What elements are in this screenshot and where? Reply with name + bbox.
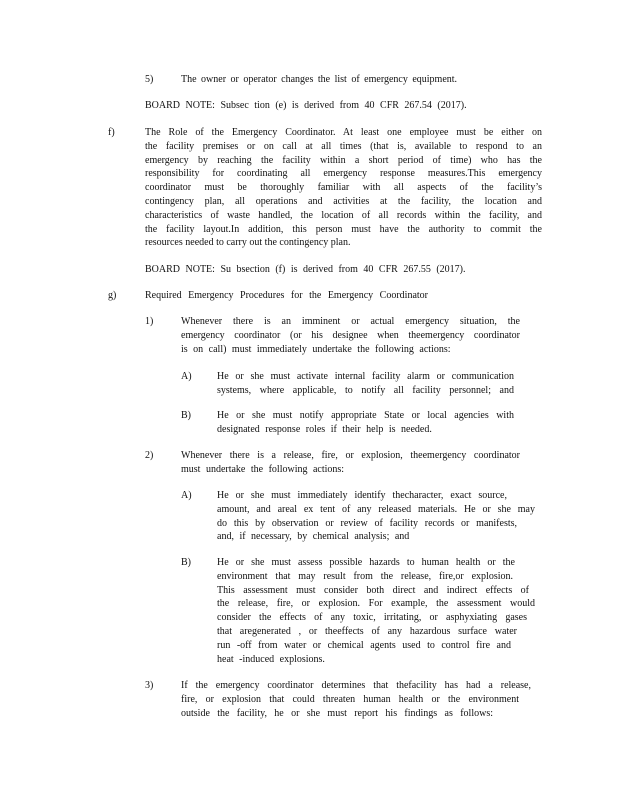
g-item-3-label: 3) — [145, 680, 154, 691]
g-item-2-label: 2) — [145, 450, 154, 461]
item-5-text: The owner or operator changes the list of emergency equipment. — [181, 74, 458, 85]
g-2-B-paragraph — [217, 556, 535, 666]
text-line: He or she must notify appropriate State or local agencies with — [217, 410, 514, 421]
text-line: He or she must immediately identify thecharacter, exact source, — [217, 490, 507, 501]
g-item-1-paragraph — [181, 315, 520, 356]
section-f-label: f) — [108, 127, 115, 138]
text-line: characteristics of waste handled, the location of all records within the facility, and — [145, 209, 542, 221]
g-1-B-paragraph — [217, 409, 514, 437]
text-line: The Role of the Emergency Coordinator. At least one employee must be either on — [145, 127, 542, 138]
text-line: Whenever there is a release, fire, or explosion, theemergency coordinator — [181, 450, 520, 461]
text-line: contingency plan, all operations and activities at the facility, the location and — [145, 195, 542, 207]
text-line: outside the facility, he or she must report his findings as follows: — [181, 707, 493, 719]
text-line: consider the effects of any toxic, irritating, or asphyxiating gases — [217, 612, 527, 624]
text-line: He or she must assess possible hazards to human health or the — [217, 557, 515, 568]
text-line: the facility layout.In addition, this person must have the authority to commit the — [145, 223, 542, 235]
section-g-title: Required Emergency Procedures for the Emergency Coordinator — [145, 290, 428, 301]
text-line: amount, and areal ex tent of any released materials. He or she may — [217, 503, 535, 515]
g-1-A-label: A) — [181, 371, 192, 382]
text-line: must undertake the following actions: — [181, 463, 345, 475]
text-line: responsibility for coordinating all emergency response measures.This emergency — [145, 168, 542, 180]
text-line: the facility premises or on call at all times (that is, available to respond to an — [145, 140, 542, 152]
text-line: Whenever there is an imminent or actual emergency situation, the — [181, 316, 520, 327]
text-line: that aregenerated , or theeffects of any hazardous surface water — [217, 625, 517, 637]
text-line: is on call) must immediately undertake the following actions: — [181, 343, 451, 355]
text-line: This assessment must consider both direct and indirect effects of — [217, 584, 529, 596]
text-line: run -off from water or chemical agents used to control fire and — [217, 639, 511, 651]
board-note-f: BOARD NOTE: Su bsection (f) is derived from 40 CFR 267.55 (2017). — [145, 264, 466, 275]
text-line: the release, fire, or explosion. For example, the assessment would — [217, 598, 535, 610]
text-line: coordinator must be thoroughly familiar with all aspects of the facility’s — [145, 182, 542, 194]
text-line: systems, where applicable, to notify all facility personnel; and — [217, 384, 514, 396]
g-1-B-label: B) — [181, 410, 191, 421]
text-line: fire, or explosion that could threaten human health or the environment — [181, 693, 519, 705]
g-item-3-paragraph — [181, 679, 531, 720]
g-2-A-paragraph — [217, 489, 535, 544]
text-line: If the emergency coordinator determines that thefacility has had a release, — [181, 680, 531, 691]
text-line: environment that may result from the release, fire,or explosion. — [217, 570, 513, 582]
text-line: He or she must activate internal facility alarm or communication — [217, 371, 514, 382]
text-line: resources needed to carry out the contingency plan. — [145, 237, 351, 249]
g-2-A-label: A) — [181, 490, 192, 501]
section-f-paragraph — [145, 126, 542, 250]
section-g-label: g) — [108, 290, 117, 301]
g-item-1-label: 1) — [145, 316, 154, 327]
g-1-A-paragraph — [217, 370, 514, 398]
text-line: and, if necessary, by chemical analysis; and — [217, 531, 410, 543]
text-line: designated response roles if their help is needed. — [217, 423, 432, 435]
text-line: emergency by reaching the facility within a short period of time) who has the — [145, 154, 542, 166]
text-line: emergency coordinator (or his designee when theemergency coordinator — [181, 329, 520, 341]
g-item-2-paragraph — [181, 449, 520, 477]
text-line: do this by observation or review of facility records or manifests, — [217, 517, 517, 529]
text-line: heat -induced explosions. — [217, 653, 325, 665]
item-5-label: 5) — [145, 74, 154, 85]
board-note-e: BOARD NOTE: Subsec tion (e) is derived from 40 CFR 267.54 (2017). — [145, 100, 467, 111]
g-2-B-label: B) — [181, 557, 191, 568]
